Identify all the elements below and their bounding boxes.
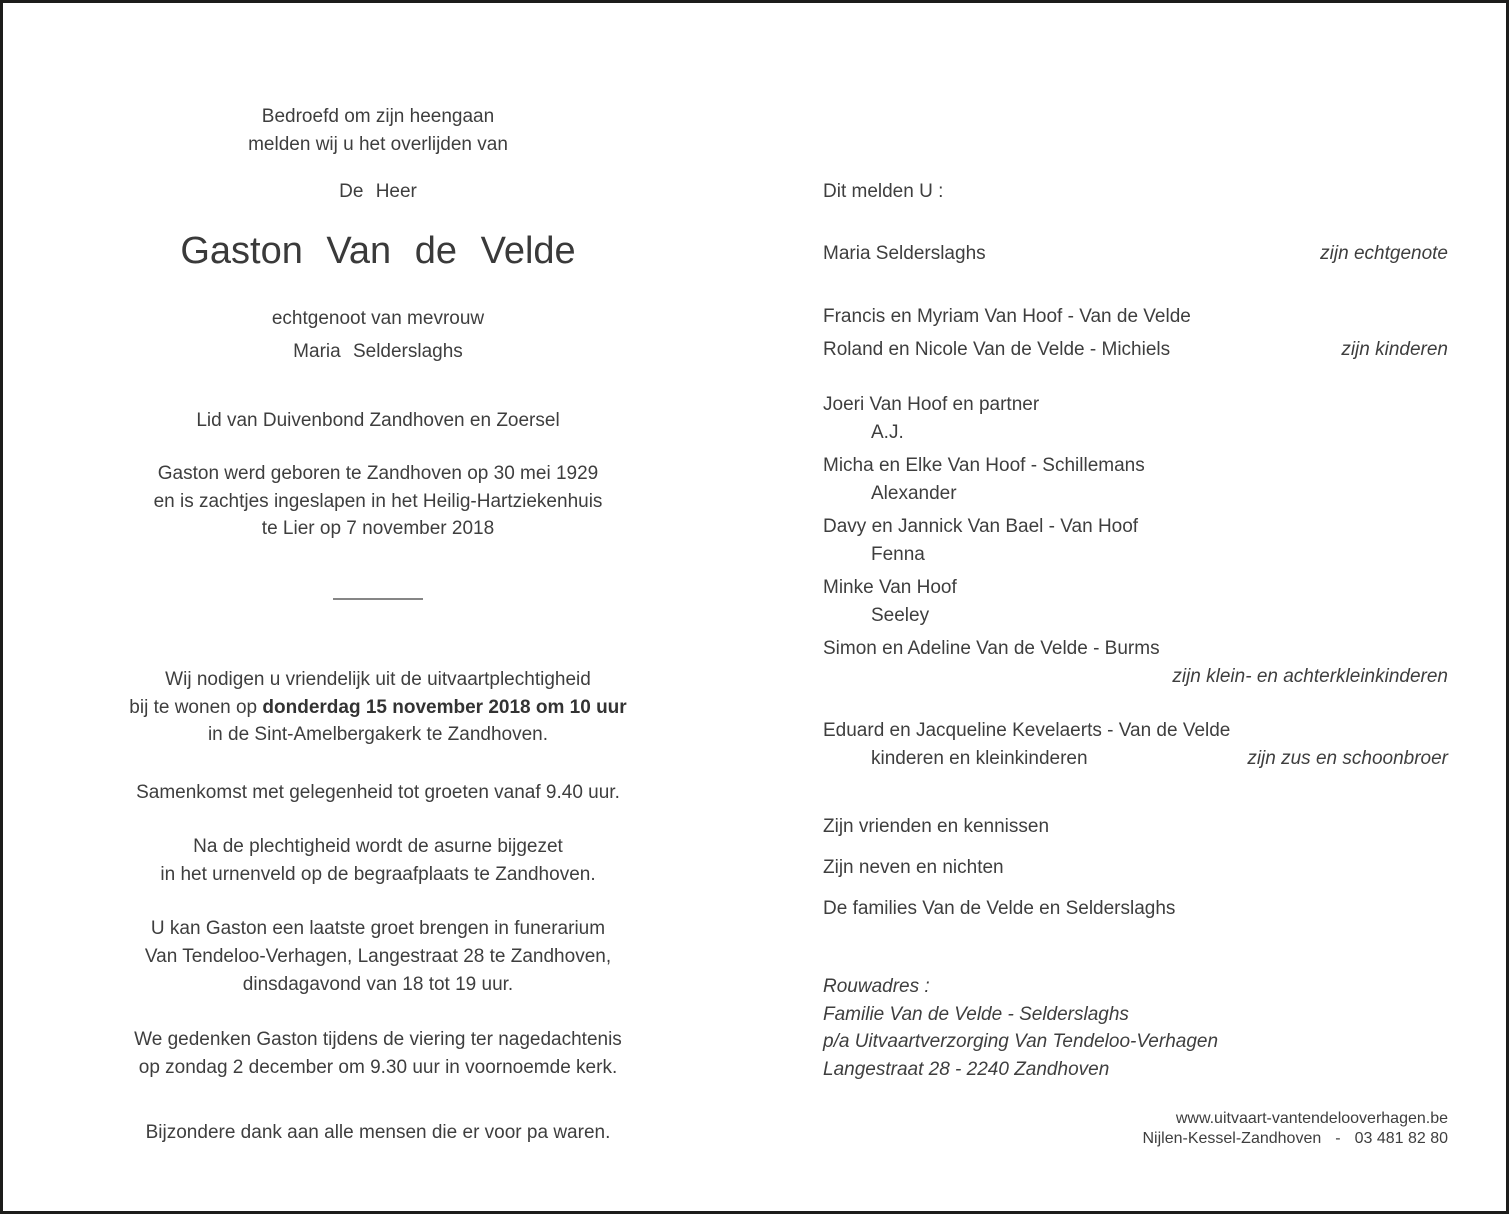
intro-text	[88, 103, 668, 159]
grandchild-main: Simon en Adeline Van de Velde - Burms	[823, 638, 1160, 659]
invitation-line-3: in de Sint-Amelbergakerk te Zandhoven.	[207, 724, 549, 745]
deceased-name: Gaston Van de Velde	[180, 230, 576, 272]
birth-line-2: en is zachtjes ingeslapen in het Heilig-Hartziekenhuis	[153, 490, 603, 512]
funerarium-line-1: U kan Gaston een laatste groet brengen in funerarium	[150, 918, 606, 939]
funeral-home-contact	[823, 1129, 1448, 1149]
grandchild-main: Micha en Elke Van Hoof - Schillemans	[823, 455, 1145, 476]
children-relation: zijn kinderen	[1341, 339, 1448, 360]
friends-entry: Zijn vrienden en kennissen	[823, 816, 1050, 837]
funerarium-text	[88, 915, 668, 999]
spouse-name: Maria Selderslaghs	[293, 341, 463, 362]
funerarium-line-2: Van Tendeloo-Verhagen, Langestraat 28 te Zandhoven,	[144, 946, 612, 967]
grandchild-group	[823, 391, 1448, 447]
section-divider	[333, 598, 423, 600]
grandchild-group	[823, 574, 1448, 630]
funerarium-line-3: dinsdagavond van 18 tot 19 uur.	[242, 974, 514, 995]
funeral-home-footer	[823, 1109, 1448, 1148]
spouse-intro: echtgenoot van mevrouw	[271, 308, 485, 329]
urn-line-2: in het urnenveld op de begraafplaats te Zandhoven.	[160, 864, 596, 885]
families-entry: De families Van de Velde en Selderslaghs	[823, 898, 1176, 919]
grandchild-sub: Seeley	[871, 605, 930, 626]
announcers-heading: Dit melden U :	[823, 181, 944, 202]
urn-text	[88, 833, 668, 889]
spouse-of-text	[88, 302, 668, 368]
funeral-home-location: Nijlen-Kessel-Zandhoven	[1142, 1129, 1322, 1147]
mourning-address-line: Familie Van de Velde - Selderslaghs	[823, 1003, 1129, 1025]
sister-relation: zijn zus en schoonbroer	[1247, 748, 1448, 769]
grandchildren-relation: zijn klein- en achterkleinkinderen	[1172, 666, 1448, 687]
cousins-entry: Zijn neven en nichten	[823, 857, 1004, 878]
spouse-relation: zijn echtgenote	[1320, 243, 1448, 264]
sister-entry	[823, 717, 1448, 773]
grandchild-main: Minke Van Hoof	[823, 577, 957, 598]
grandchild-main: Joeri Van Hoof en partner	[823, 394, 1040, 415]
mourning-address-heading: Rouwadres :	[823, 976, 930, 997]
children-row: Francis en Myriam Van Hoof - Van de Velde	[823, 306, 1191, 327]
gathering-text: Samenkomst met gelegenheid tot groeten vanaf 9.40 uur.	[136, 782, 620, 803]
salutation: De Heer	[339, 181, 417, 202]
invitation-line-2-prefix: bij te wonen op	[129, 696, 263, 718]
grandchild-main: Davy en Jannick Van Bael - Van Hoof	[823, 516, 1139, 537]
funeral-home-website: www.uitvaart-vantendelooverhagen.be	[1175, 1110, 1448, 1127]
birth-line-1: Gaston werd geboren te Zandhoven op 30 mei 1929	[157, 463, 599, 484]
mourning-address-line: Langestraat 28 - 2240 Zandhoven	[823, 1058, 1110, 1080]
grandchildren-entries	[823, 391, 1448, 691]
mourning-address	[823, 973, 1448, 1083]
funeral-home-phone: 03 481 82 80	[1354, 1129, 1448, 1147]
invitation-line-1: Wij nodigen u vriendelijk uit de uitvaartplechtigheid	[165, 669, 591, 690]
memorial-line-1: We gedenken Gaston tijdens de viering ter nagedachtenis	[134, 1029, 622, 1050]
grandchild-group	[823, 452, 1448, 508]
grandchild-sub: A.J.	[871, 422, 904, 443]
membership-text: Lid van Duivenbond Zandhoven en Zoersel	[196, 410, 560, 431]
memorial-line-2: op zondag 2 december om 9.30 uur in voornoemde kerk.	[138, 1057, 618, 1078]
sister-sub: kinderen en kleinkinderen	[871, 748, 1088, 769]
thanks-text: Bijzondere dank aan alle mensen die er voor pa waren.	[145, 1122, 611, 1143]
invitation-text	[88, 666, 668, 749]
grandchild-sub: Fenna	[871, 544, 925, 565]
contact-separator: -	[1335, 1129, 1341, 1147]
mourning-address-line: p/a Uitvaartverzorging Van Tendeloo-Verhagen	[823, 1031, 1219, 1052]
urn-line-1: Na de plechtigheid wordt de asurne bijgezet	[193, 836, 563, 857]
birth-death-text	[88, 460, 668, 543]
grandchild-group	[823, 635, 1448, 663]
intro-line-2: melden wij u het overlijden van	[248, 134, 508, 155]
spouse-entry	[823, 240, 1448, 268]
children-entries	[823, 300, 1448, 366]
children-row: Roland en Nicole Van de Velde - Michiels zijn kinderen	[823, 333, 1448, 366]
sister-main: Eduard en Jacqueline Kevelaerts - Van de Velde	[823, 720, 1231, 741]
memorial-text	[88, 1026, 668, 1082]
grandchild-group	[823, 513, 1448, 569]
grandchild-sub: Alexander	[871, 483, 957, 504]
sister-sub-row	[823, 745, 1448, 773]
funeral-datetime: donderdag 15 november 2018 om 10 uur	[262, 696, 627, 718]
intro-line-1: Bedroefd om zijn heengaan	[261, 106, 495, 127]
birth-line-3: te Lier op 7 november 2018	[261, 518, 495, 539]
spouse-entry-name: Maria Selderslaghs	[823, 243, 986, 264]
